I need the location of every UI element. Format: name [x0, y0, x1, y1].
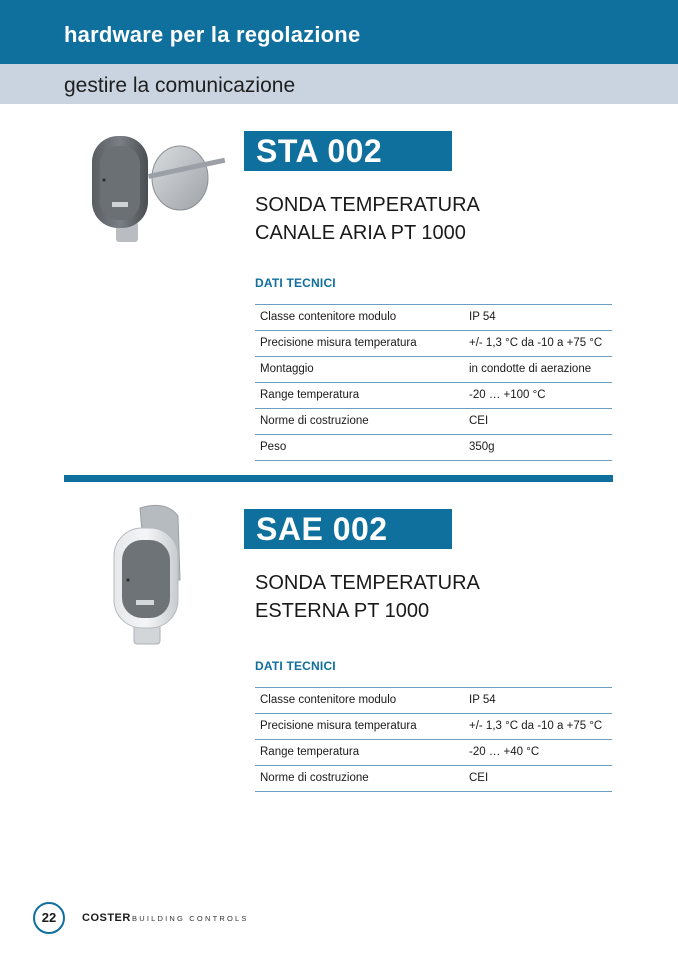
- sta002-product-image: [88, 130, 228, 250]
- section-divider: [64, 475, 613, 482]
- spec-label: Precisione misura temperatura: [260, 337, 417, 349]
- subheader-bar: [0, 64, 678, 104]
- spec-label: Range temperatura: [260, 746, 360, 758]
- header-title: hardware per la regolazione: [64, 22, 361, 47]
- sta002-spec-table: [255, 304, 612, 461]
- spec-label: Classe contenitore modulo: [260, 694, 397, 706]
- brand-tagline: BUILDING CONTROLS: [132, 914, 249, 923]
- sta002-code: STA 002: [244, 131, 452, 171]
- spec-value: IP 54: [469, 311, 496, 323]
- spec-label: Range temperatura: [260, 389, 360, 401]
- header-bar: [0, 0, 678, 64]
- sae002-section-title: DATI TECNICI: [255, 659, 336, 673]
- spec-value: in condotte di aerazione: [469, 363, 592, 375]
- table-row: [255, 331, 612, 357]
- table-row: [255, 766, 612, 792]
- spec-value: IP 54: [469, 694, 496, 706]
- sae002-product-image: [106, 502, 196, 658]
- spec-label: Norme di costruzione: [260, 772, 369, 784]
- table-row: [255, 435, 612, 461]
- spec-label: Norme di costruzione: [260, 415, 369, 427]
- spec-label: Classe contenitore modulo: [260, 311, 397, 323]
- table-row: [255, 714, 612, 740]
- sta002-section-title: DATI TECNICI: [255, 276, 336, 290]
- sae002-spec-table: [255, 687, 612, 792]
- table-row: [255, 305, 612, 331]
- table-row: [255, 409, 612, 435]
- spec-value: +/- 1,3 °C da -10 a +75 °C: [469, 337, 603, 349]
- spec-label: Montaggio: [260, 363, 314, 375]
- spec-label: Peso: [260, 441, 287, 453]
- table-row: [255, 357, 612, 383]
- spec-value: +/- 1,3 °C da -10 a +75 °C: [469, 720, 603, 732]
- table-row: [255, 383, 612, 409]
- brand-name: COSTER: [82, 912, 131, 924]
- table-row: [255, 740, 612, 766]
- spec-value: -20 … +40 °C: [469, 746, 540, 758]
- spec-value: CEI: [469, 772, 489, 784]
- spec-label: Precisione misura temperatura: [260, 720, 417, 732]
- sae002-name-line2: ESTERNA PT 1000: [255, 600, 430, 622]
- sta002-name-line1: SONDA TEMPERATURA: [255, 194, 480, 216]
- sae002-code: SAE 002: [244, 509, 452, 549]
- sta002-name-line2: CANALE ARIA PT 1000: [255, 222, 466, 244]
- sae002-name-line1: SONDA TEMPERATURA: [255, 572, 480, 594]
- spec-value: CEI: [469, 415, 489, 427]
- table-row: [255, 688, 612, 714]
- spec-value: -20 … +100 °C: [469, 389, 546, 401]
- header-subtitle: gestire la comunicazione: [64, 74, 296, 97]
- page-number: 22: [33, 902, 65, 934]
- spec-value: 350g: [469, 441, 495, 453]
